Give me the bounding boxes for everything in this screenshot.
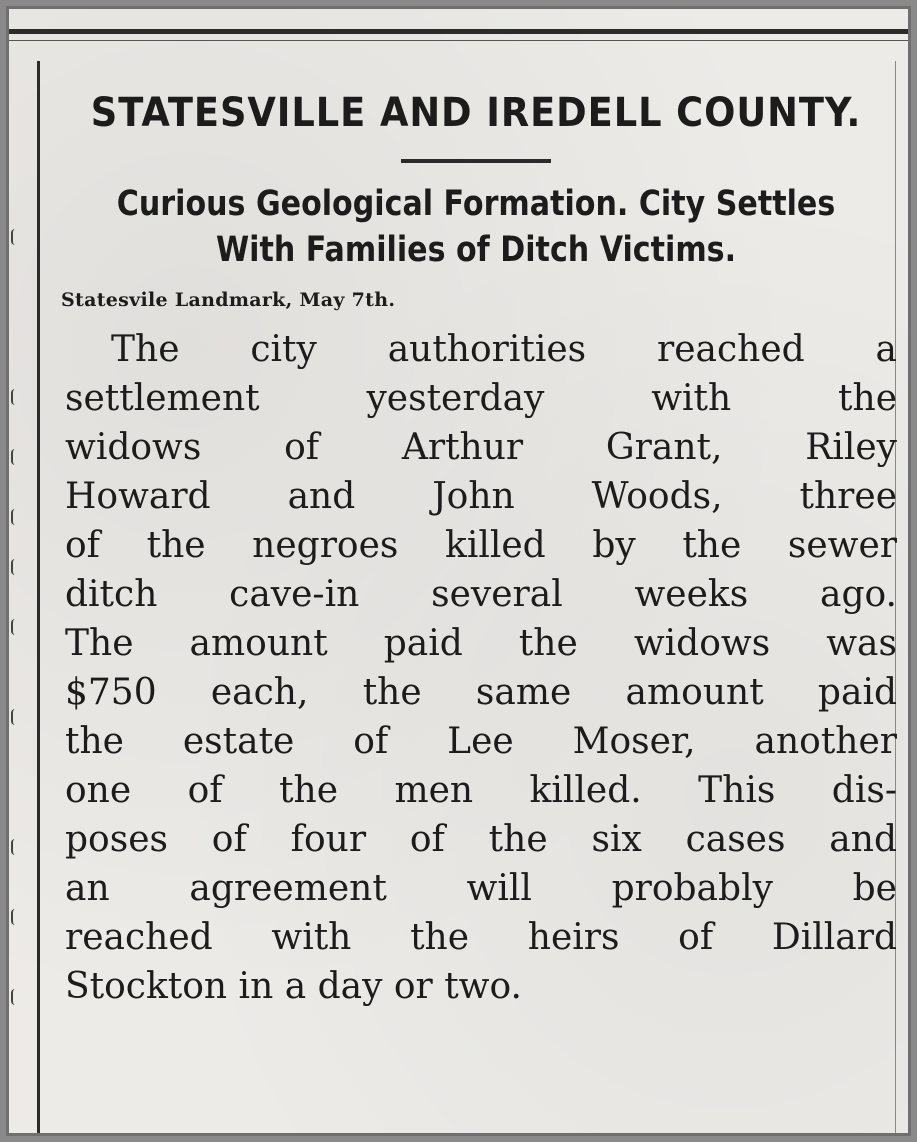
body-line: widows of Arthur Grant, Riley — [65, 427, 897, 468]
column-rule — [37, 61, 40, 1133]
body-line: an agreement will probably be — [65, 868, 897, 909]
body-line: reached with the heirs of Dillard — [65, 917, 897, 958]
fragment-mark — [11, 229, 23, 245]
body-line: $750 each, the same amount paid — [65, 672, 897, 713]
body-line: Howard and John Woods, three — [65, 476, 897, 517]
top-rule — [9, 29, 908, 34]
fragment-mark — [11, 709, 23, 725]
body-line: of the negroes killed by the sewer — [65, 525, 897, 566]
body-line: Stockton in a day or two. — [65, 966, 522, 1007]
subhead-line: With Families of Ditch Victims. — [215, 230, 737, 270]
fragment-mark — [11, 389, 23, 405]
fragment-mark — [11, 559, 23, 575]
fragment-mark — [11, 619, 23, 635]
article — [53, 81, 899, 1011]
article-body — [65, 325, 897, 1011]
fragment-mark — [11, 509, 23, 525]
body-line: the estate of Lee Moser, another — [65, 721, 897, 762]
body-line: The city authorities reached a — [111, 329, 897, 370]
article-subhead — [112, 181, 840, 273]
body-line: The amount paid the widows was — [65, 623, 897, 664]
body-line: poses of four of the six cases and — [65, 819, 897, 860]
body-line: settlement yesterday with the — [65, 378, 897, 419]
fragment-mark — [11, 839, 23, 855]
section-title: STATESVILLE AND IREDELL COUNTY. — [90, 90, 862, 136]
fragment-mark — [11, 449, 23, 465]
headline-divider — [401, 159, 551, 163]
body-line: one of the men killed. This dis- — [65, 770, 897, 811]
top-rule-thin — [9, 40, 908, 41]
dateline: Statesvile Landmark, May 7th. — [61, 289, 396, 311]
fragment-mark — [11, 989, 23, 1005]
subhead-line: Curious Geological Formation. City Settles — [116, 184, 836, 224]
body-line: ditch cave-in several weeks ago. — [65, 574, 897, 615]
clipping-frame — [6, 6, 911, 1136]
fragment-mark — [11, 909, 23, 925]
